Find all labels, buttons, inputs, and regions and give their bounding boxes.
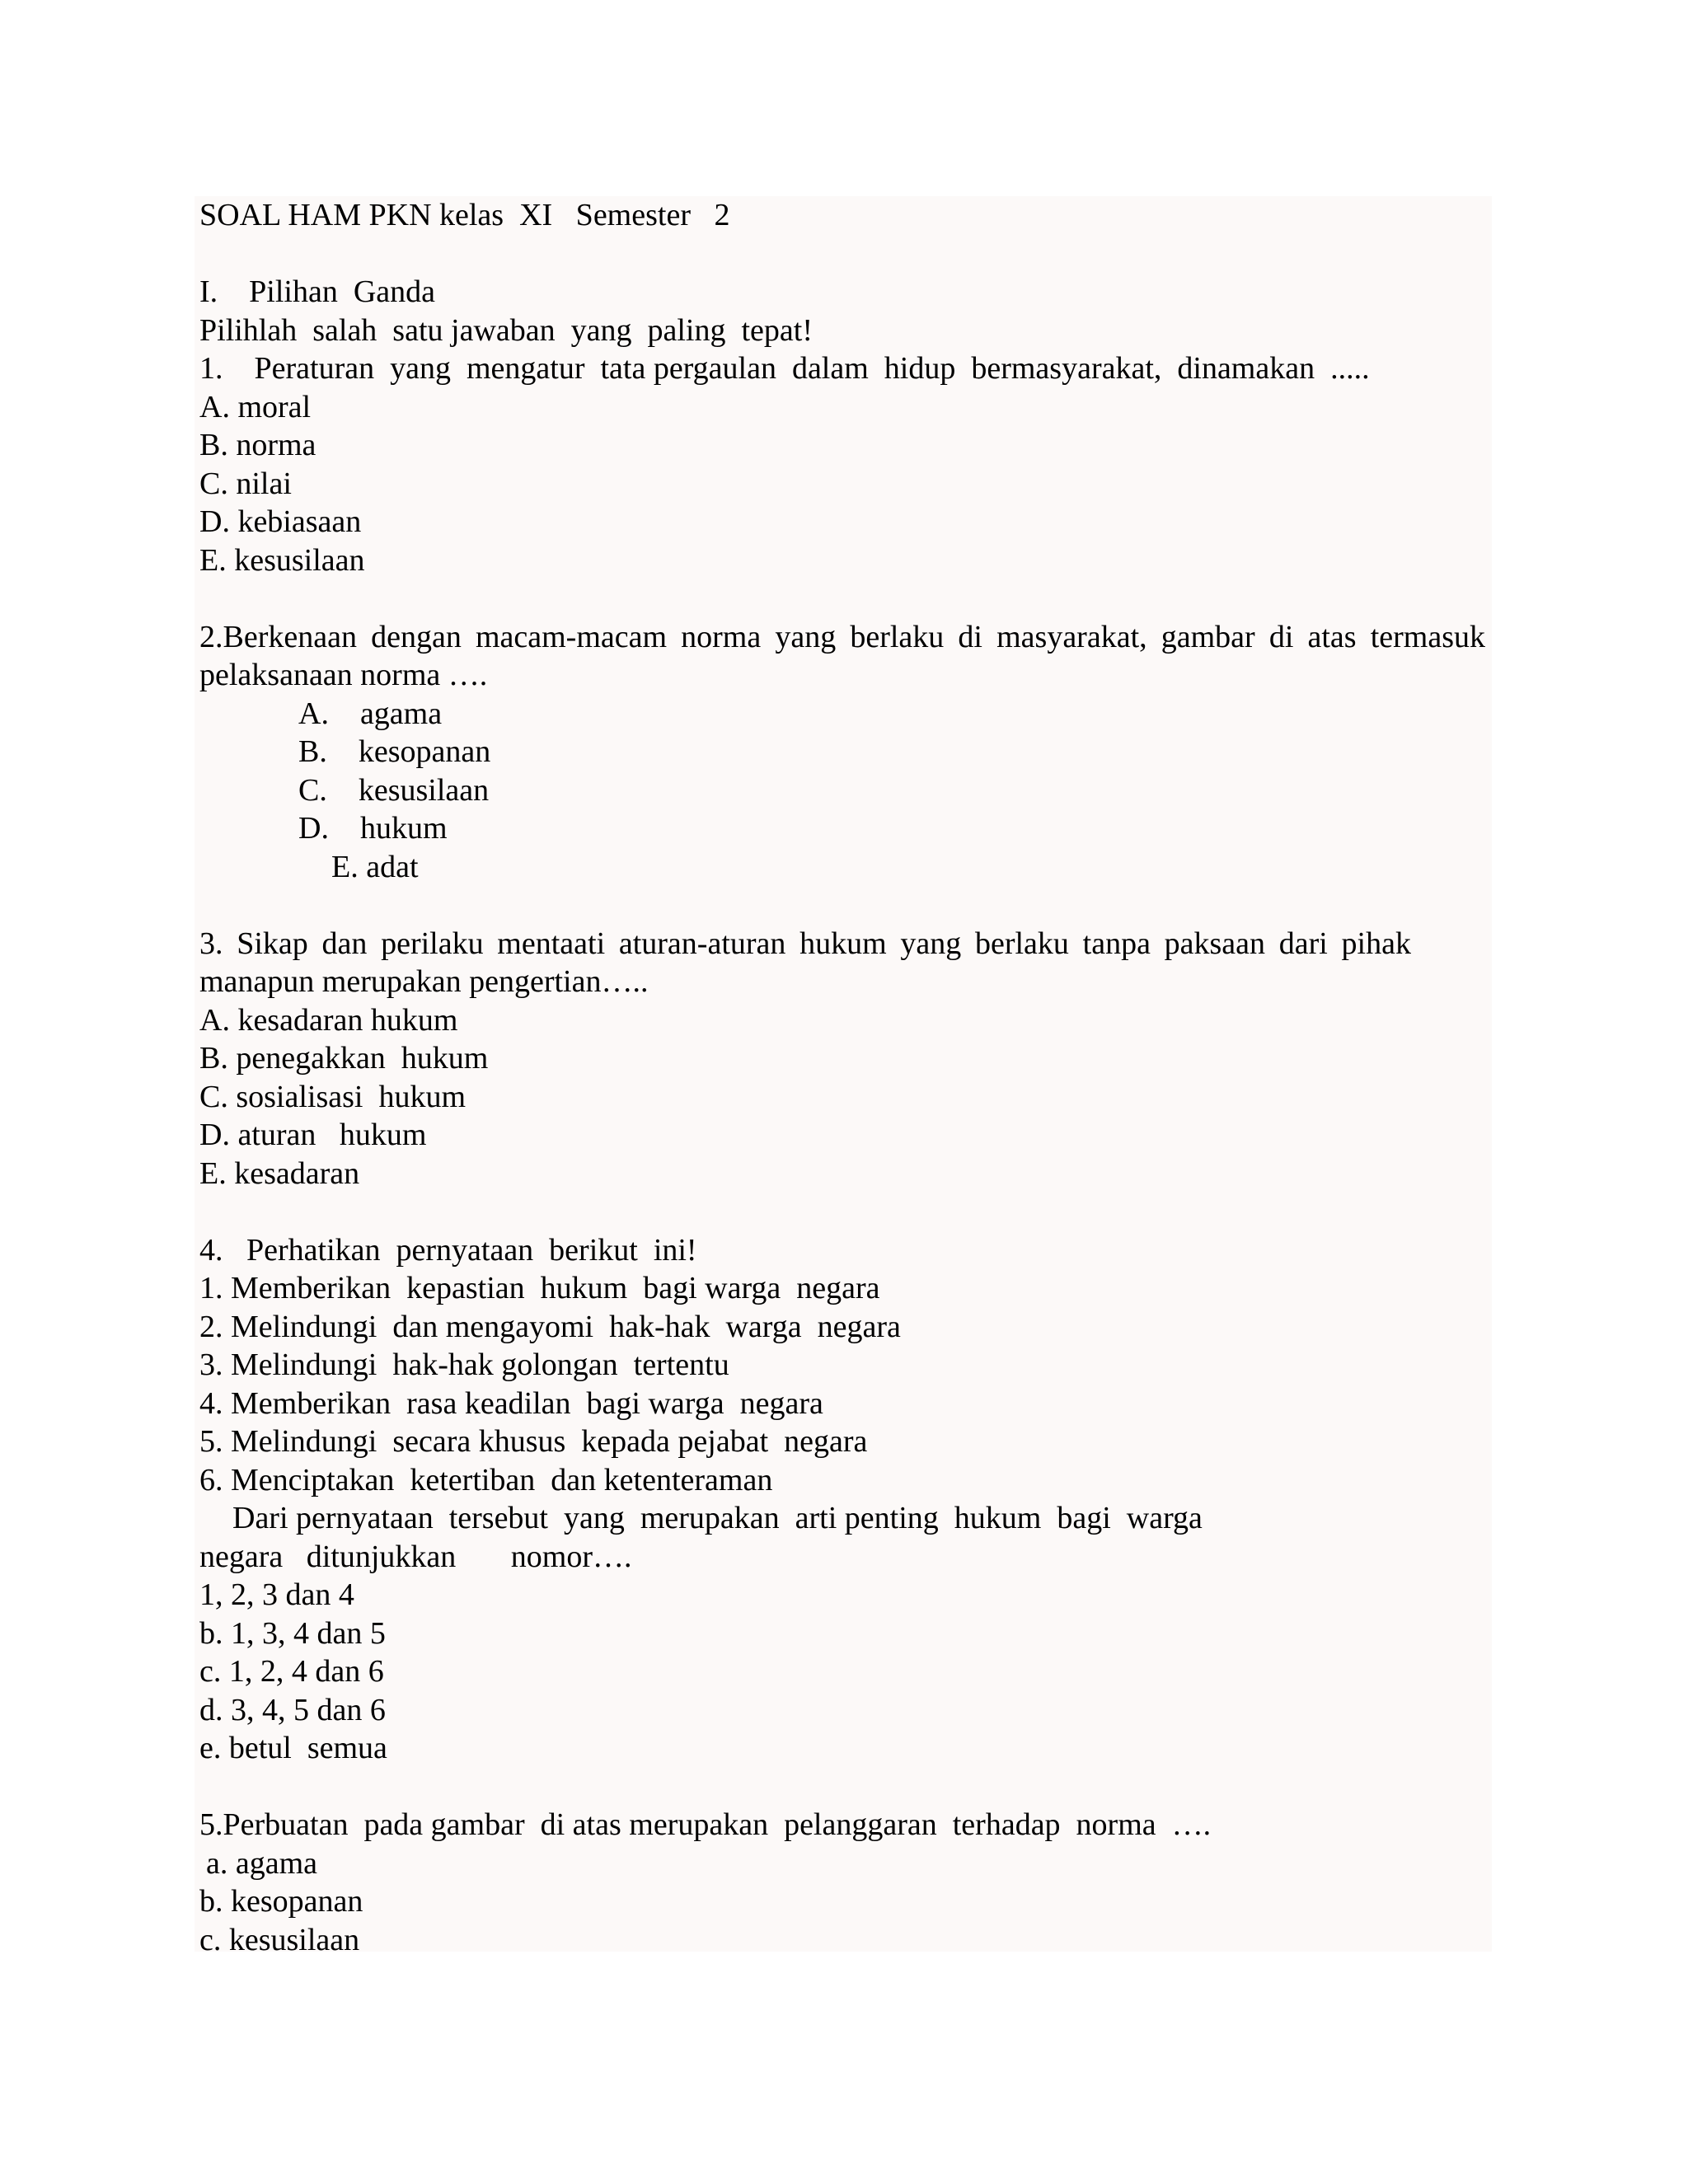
option-b: B. norma [199, 428, 316, 462]
option-d: D. kebiasaan [199, 504, 362, 539]
option-b: B. penegakkan hukum [199, 1041, 489, 1076]
option-c: c. kesusilaan [199, 1922, 360, 1957]
statement-3: 3. Melindungi hak-hak golongan tertentu [199, 1347, 729, 1382]
question-1 [199, 349, 1485, 579]
option-c: C. kesusilaan [298, 772, 490, 808]
option-c: c. 1, 2, 4 dan 6 [199, 1654, 384, 1689]
option-c: C. sosialisasi hukum [199, 1079, 467, 1114]
statement-4: 4. Memberikan rasa keadilan bagi warga negara [199, 1385, 823, 1421]
option-a: 1, 2, 3 dan 4 [199, 1577, 354, 1612]
option-c: C. nilai [199, 466, 292, 501]
section-heading: I. Pilihan Ganda [199, 274, 436, 309]
question-prompt-line-2: negara ditunjukkan nomor…. [199, 1539, 632, 1574]
section-instruction: Pilihlah salah satu jawaban yang paling tepat! [199, 312, 813, 348]
option-a: A. agama [298, 696, 443, 731]
spacer [199, 1768, 1485, 1807]
option-a: A. kesadaran hukum [199, 1002, 458, 1038]
option-d: D. aturan hukum [199, 1118, 427, 1152]
option-b: B. kesopanan [298, 734, 491, 769]
option-e: E. adat [331, 849, 419, 884]
question-prompt-line-1: Dari pernyataan tersebut yang merupakan arti penting hukum bagi warga [232, 1501, 1203, 1535]
option-a: a. agama [206, 1845, 318, 1881]
question-4 [199, 1231, 1485, 1768]
option-a: A. moral [199, 389, 312, 424]
option-d: D. hukum [298, 811, 448, 846]
statement-2: 2. Melindungi dan mengayomi hak-hak warga negara [199, 1309, 901, 1344]
document-title: SOAL HAM PKN kelas XI Semester 2 [199, 198, 730, 232]
option-d: d. 3, 4, 5 dan 6 [199, 1692, 386, 1727]
question-text: 5.Perbuatan pada gambar di atas merupakan pelanggaran terhadap norma …. [199, 1807, 1212, 1842]
spacer [199, 1193, 1485, 1231]
question-text: 2.Berkenaan dengan macam-macam norma yang berlaku di masyarakat, gambar di atas termasuk pelaksanaan norma …. [199, 619, 1485, 692]
spacer [199, 235, 1485, 274]
option-e: E. kesusilaan [199, 542, 365, 578]
statement-5: 5. Melindungi secara khusus kepada pejabat negara [199, 1424, 868, 1459]
spacer [199, 579, 1485, 618]
option-b: b. 1, 3, 4 dan 5 [199, 1615, 386, 1651]
spacer [199, 886, 1485, 925]
statement-1: 1. Memberikan kepastian hukum bagi warga negara [199, 1271, 880, 1305]
statement-6: 6. Menciptakan ketertiban dan ketenteraman [199, 1462, 773, 1497]
question-text: 4. Perhatikan pernyataan berikut ini! [199, 1232, 697, 1268]
question-5 [199, 1806, 1485, 1959]
question-3 [199, 925, 1485, 1193]
question-text: 3. Sikap dan perilaku mentaati aturan-aturan hukum yang berlaku tanpa paksaan dari pihak manapun merupakan pengertian….. [199, 926, 1411, 999]
option-e: E. kesadaran [199, 1155, 360, 1191]
question-text: 1. Peraturan yang mengatur tata pergaulan dalam hidup bermasyarakat, dinamakan ..... [199, 351, 1370, 386]
document-body [199, 196, 1485, 1959]
option-e: e. betul semua [199, 1731, 387, 1765]
question-2 [199, 618, 1485, 887]
option-b: b. kesopanan [199, 1884, 363, 1919]
